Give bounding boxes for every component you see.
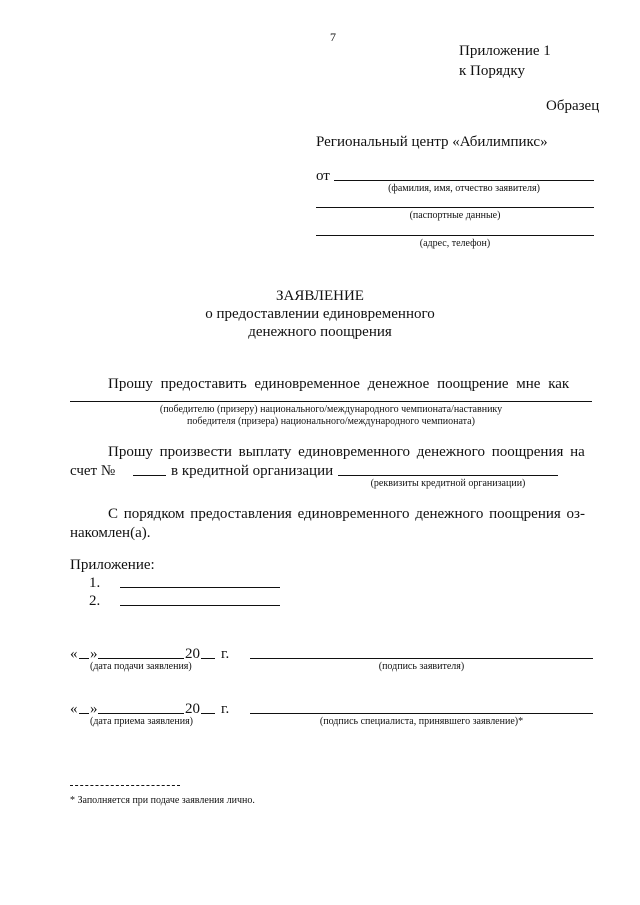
- submit-year-prefix: 20: [185, 646, 200, 662]
- applicant-sign-line: [250, 658, 593, 659]
- fio-line: [334, 180, 594, 181]
- appendix-label: Приложение 1: [459, 43, 551, 59]
- attachments-label: Приложение:: [70, 557, 155, 573]
- attachment-item-1-line: [120, 587, 280, 588]
- document-title: ЗАЯВЛЕНИЕ: [276, 288, 364, 304]
- accept-day-line: [79, 713, 89, 714]
- accept-date-quote-open: «: [70, 701, 78, 717]
- hint-fio: (фамилия, имя, отчество заявителя): [388, 183, 540, 194]
- accept-month-line: [98, 713, 184, 714]
- request-1-hint-1: (победителю (призеру) национального/международного чемпионата/наставнику: [159, 404, 503, 415]
- specialist-sign-hint: (подпись специалиста, принявшего заявление)*: [319, 716, 524, 727]
- page-number: 7: [330, 30, 336, 44]
- submit-day-line: [79, 658, 89, 659]
- title-line-2: денежного поощрения: [248, 324, 392, 340]
- submit-month-line: [98, 658, 184, 659]
- hint-address: (адрес, телефон): [419, 238, 491, 249]
- title-line-1: о предоставлении единовременного: [205, 306, 435, 322]
- attachment-item-2-line: [120, 605, 280, 606]
- attachment-item-2-number: 2.: [89, 593, 101, 609]
- ack-line-2: накомлен(а).: [70, 525, 151, 541]
- submit-date-quote-close: »: [90, 646, 98, 662]
- request-1-hint-2: победителя (призера) национального/международного чемпионата): [187, 416, 475, 427]
- organization-name: Региональный центр «Абилимпикс»: [316, 134, 548, 150]
- credit-org-label: в кредитной организации: [171, 463, 334, 479]
- passport-line: [316, 207, 594, 208]
- applicant-sign-hint: (подпись заявителя): [378, 661, 465, 672]
- accept-year-line: [201, 713, 215, 714]
- footnote-separator: [70, 785, 180, 786]
- ack-line-1: С порядком предоставления единовременного денежного поощрения оз-: [108, 506, 585, 522]
- credit-org-hint: (реквизиты кредитной организации): [370, 478, 526, 489]
- account-number-line: [133, 475, 166, 476]
- request-2-text: Прошу произвести выплату единовременного денежного поощрения на: [108, 444, 585, 460]
- sample-label: Образец: [546, 98, 600, 114]
- address-line: [316, 235, 594, 236]
- account-label: счет №: [70, 463, 116, 479]
- submit-year-suffix: г.: [221, 646, 230, 662]
- appendix-to: к Порядку: [459, 63, 525, 79]
- hint-passport: (паспортные данные): [409, 210, 501, 221]
- request-1-text: Прошу предоставить единовременное денежное поощрение мне как: [108, 376, 570, 392]
- request-1-line: [70, 401, 592, 402]
- from-label: от: [316, 168, 330, 184]
- specialist-sign-line: [250, 713, 593, 714]
- footnote-text: * Заполняется при подаче заявления лично.: [70, 795, 255, 806]
- credit-org-line: [338, 475, 558, 476]
- accept-year-prefix: 20: [185, 701, 200, 717]
- accept-date-hint: (дата приема заявления): [90, 716, 194, 727]
- accept-date-quote-close: »: [90, 701, 98, 717]
- accept-year-suffix: г.: [221, 701, 230, 717]
- submit-date-hint: (дата подачи заявления): [90, 661, 192, 672]
- submit-year-line: [201, 658, 215, 659]
- submit-date-quote-open: «: [70, 646, 78, 662]
- attachment-item-1-number: 1.: [89, 575, 101, 591]
